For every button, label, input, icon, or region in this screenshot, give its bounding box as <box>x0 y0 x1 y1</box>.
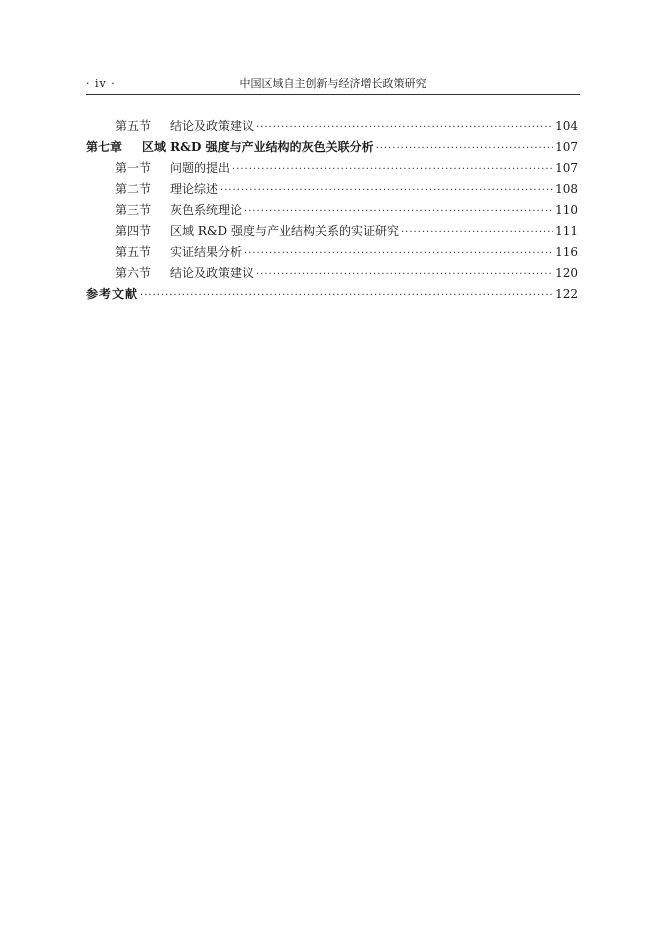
toc-entry-label: 第五节 <box>115 245 152 259</box>
toc-entry-title: 区域 R&D 强度与产业结构的灰色关联分析 <box>142 140 374 154</box>
dot-leader <box>376 138 554 159</box>
toc-entry-page: 108 <box>555 182 578 196</box>
dot-leader <box>244 201 553 222</box>
header-rule <box>86 94 580 95</box>
toc-entry-label: 第三节 <box>115 203 152 217</box>
toc-entry-title: 理论综述 <box>170 182 219 196</box>
dot-leader <box>220 180 553 201</box>
toc-entry-label: 第七章 <box>86 140 123 154</box>
toc-entry-label: 第五节 <box>115 119 152 133</box>
toc-entry-label: 第四节 <box>115 224 152 238</box>
toc-entry-title: 问题的提出 <box>170 161 231 175</box>
toc-entry-label: 第六节 <box>115 266 152 280</box>
toc-chapter-entry[interactable] <box>86 137 578 158</box>
toc-entry[interactable] <box>86 200 578 221</box>
toc-entry-page: 122 <box>555 287 578 301</box>
toc-entry[interactable] <box>86 242 578 263</box>
toc-entry[interactable] <box>86 179 578 200</box>
dot-leader <box>232 159 553 180</box>
toc-entry-title: 实证结果分析 <box>170 245 243 259</box>
toc-entry-title: 结论及政策建议 <box>170 266 255 280</box>
toc-entry-title: 参考文献 <box>86 287 139 301</box>
toc-entry-page: 111 <box>555 224 578 238</box>
dot-leader <box>244 243 553 264</box>
toc-entry[interactable] <box>86 158 578 179</box>
toc-entry-title: 灰色系统理论 <box>170 203 243 217</box>
toc-entry-page: 110 <box>555 203 578 217</box>
toc-entry-page: 107 <box>555 140 578 154</box>
dot-leader <box>256 117 553 138</box>
dot-leader <box>256 264 553 285</box>
toc-entry[interactable] <box>86 263 578 284</box>
toc-entry-page: 116 <box>555 245 578 259</box>
dot-leader <box>140 285 553 306</box>
toc-entry-page: 107 <box>555 161 578 175</box>
toc-entry-label: 第二节 <box>115 182 152 196</box>
toc-entry-title: 区域 R&D 强度与产业结构关系的实证研究 <box>170 224 399 238</box>
page-number: · iv · <box>86 77 116 90</box>
toc-references-entry[interactable] <box>86 284 578 305</box>
table-of-contents <box>86 116 578 305</box>
toc-entry[interactable] <box>86 221 578 242</box>
toc-entry-page: 120 <box>555 266 578 280</box>
toc-entry-title: 结论及政策建议 <box>170 119 255 133</box>
toc-entry[interactable] <box>86 116 578 137</box>
toc-entry-label: 第一节 <box>115 161 152 175</box>
dot-leader <box>401 222 553 243</box>
page-header <box>86 74 580 94</box>
running-title: 中国区域自主创新与经济增长政策研究 <box>239 77 427 90</box>
toc-entry-page: 104 <box>555 119 578 133</box>
